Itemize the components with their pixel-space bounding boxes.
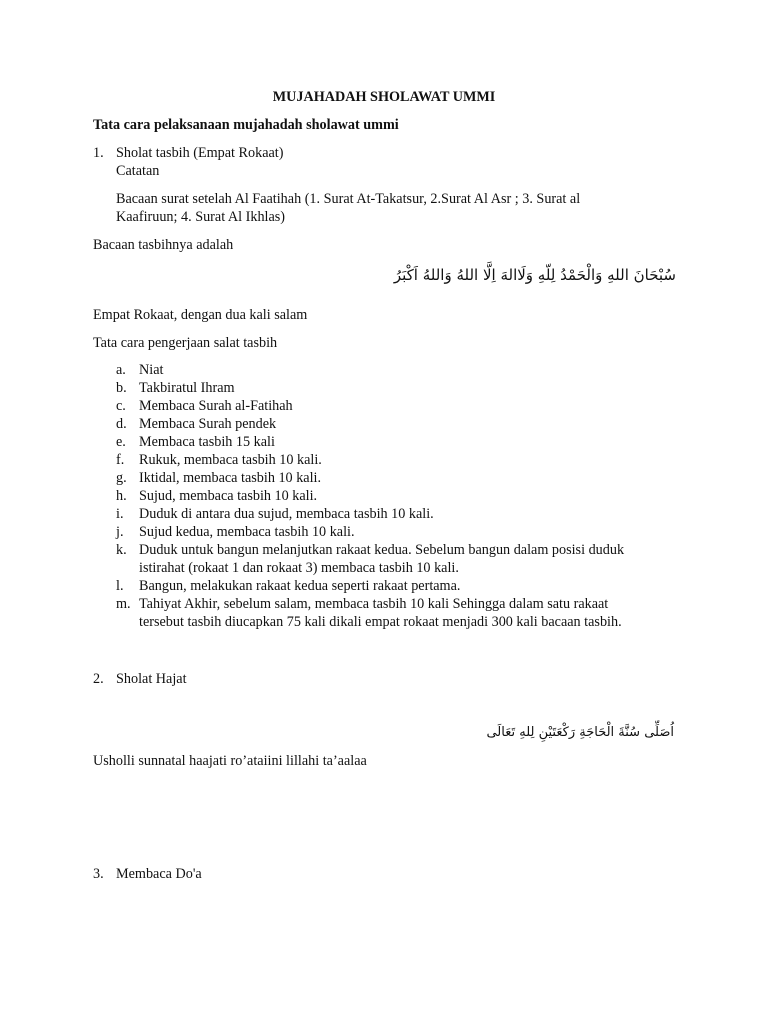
list-marker: d. [116, 416, 127, 432]
section2-number: 2. [93, 671, 104, 687]
document-subtitle: Tata cara pelaksanaan mujahadah sholawat ummi [93, 117, 399, 133]
list-text: Iktidal, membaca tasbih 10 kali. [139, 470, 322, 486]
list-text: Sujud, membaca tasbih 10 kali. [139, 488, 318, 504]
hajat-transliteration: Usholli sunnatal haajati ro’ataiini lillahi ta’aalaa [93, 753, 367, 769]
list-text: Duduk di antara dua sujud, membaca tasbih 10 kali. [139, 506, 434, 522]
rakaat-note: Empat Rokaat, dengan dua kali salam [93, 307, 308, 323]
list-marker: j. [116, 524, 124, 540]
section1-note-line1: Bacaan surat setelah Al Faatihah (1. Surat At-Takatsur, 2.Surat Al Asr ; 3. Surat al [116, 191, 581, 207]
section3-heading: Membaca Do'a [116, 866, 202, 882]
list-marker: b. [116, 380, 127, 396]
list-marker: a. [116, 362, 126, 378]
list-marker: c. [116, 398, 126, 414]
list-text: Duduk untuk bangun melanjutkan rakaat kedua. Sebelum bangun dalam posisi duduk [139, 542, 625, 558]
list-text: Sujud kedua, membaca tasbih 10 kali. [139, 524, 355, 540]
list-text: Tahiyat Akhir, sebelum salam, membaca tasbih 10 kali Sehingga dalam satu rakaat [139, 596, 609, 612]
section1-note-label: Catatan [116, 163, 160, 179]
list-marker: e. [116, 434, 126, 450]
list-text: tersebut tasbih diucapkan 75 kali dikali empat rokaat menjadi 300 kali bacaan tasbih. [139, 614, 622, 630]
section1-note-line2: Kaafiruun; 4. Surat Al Ikhlas) [116, 209, 286, 225]
section3-number: 3. [93, 866, 104, 882]
list-text: Bangun, melakukan rakaat kedua seperti rakaat pertama. [139, 578, 461, 594]
section1-number: 1. [93, 145, 104, 161]
tasbih-label: Bacaan tasbihnya adalah [93, 237, 234, 253]
list-text: Membaca tasbih 15 kali [139, 434, 275, 450]
hajat-arabic: اُصَلِّى سُنَّةَ الْحَاجَةِ رَكْعَتَيْنِ لِلهِ تَعَالَى [486, 725, 674, 740]
tasbih-arabic: سُبْحَانَ اللهِ وَالْحَمْدُ لِلّهِ وَلَاالهَ اِلَّا اللهُ وَاللهُ اَكْبَرُ [393, 266, 676, 284]
document-title: MUJAHADAH SHOLAWAT UMMI [272, 89, 496, 105]
list-marker: l. [116, 578, 124, 594]
list-text: Membaca Surah pendek [139, 416, 277, 432]
section2-heading: Sholat Hajat [116, 671, 187, 687]
list-marker: m. [116, 596, 131, 612]
list-text: Takbiratul Ihram [139, 380, 235, 396]
list-text: istirahat (rokaat 1 dan rokaat 3) membaca tasbih 10 kali. [139, 560, 459, 576]
list-marker: f. [116, 452, 125, 468]
list-marker: i. [116, 506, 124, 522]
section1-heading: Sholat tasbih (Empat Rokaat) [116, 145, 284, 161]
list-marker: h. [116, 488, 127, 504]
list-text: Rukuk, membaca tasbih 10 kali. [139, 452, 322, 468]
list-text: Niat [139, 362, 164, 378]
list-marker: g. [116, 470, 127, 486]
steps-heading: Tata cara pengerjaan salat tasbih [93, 335, 278, 351]
list-marker: k. [116, 542, 127, 558]
list-text: Membaca Surah al-Fatihah [139, 398, 293, 414]
